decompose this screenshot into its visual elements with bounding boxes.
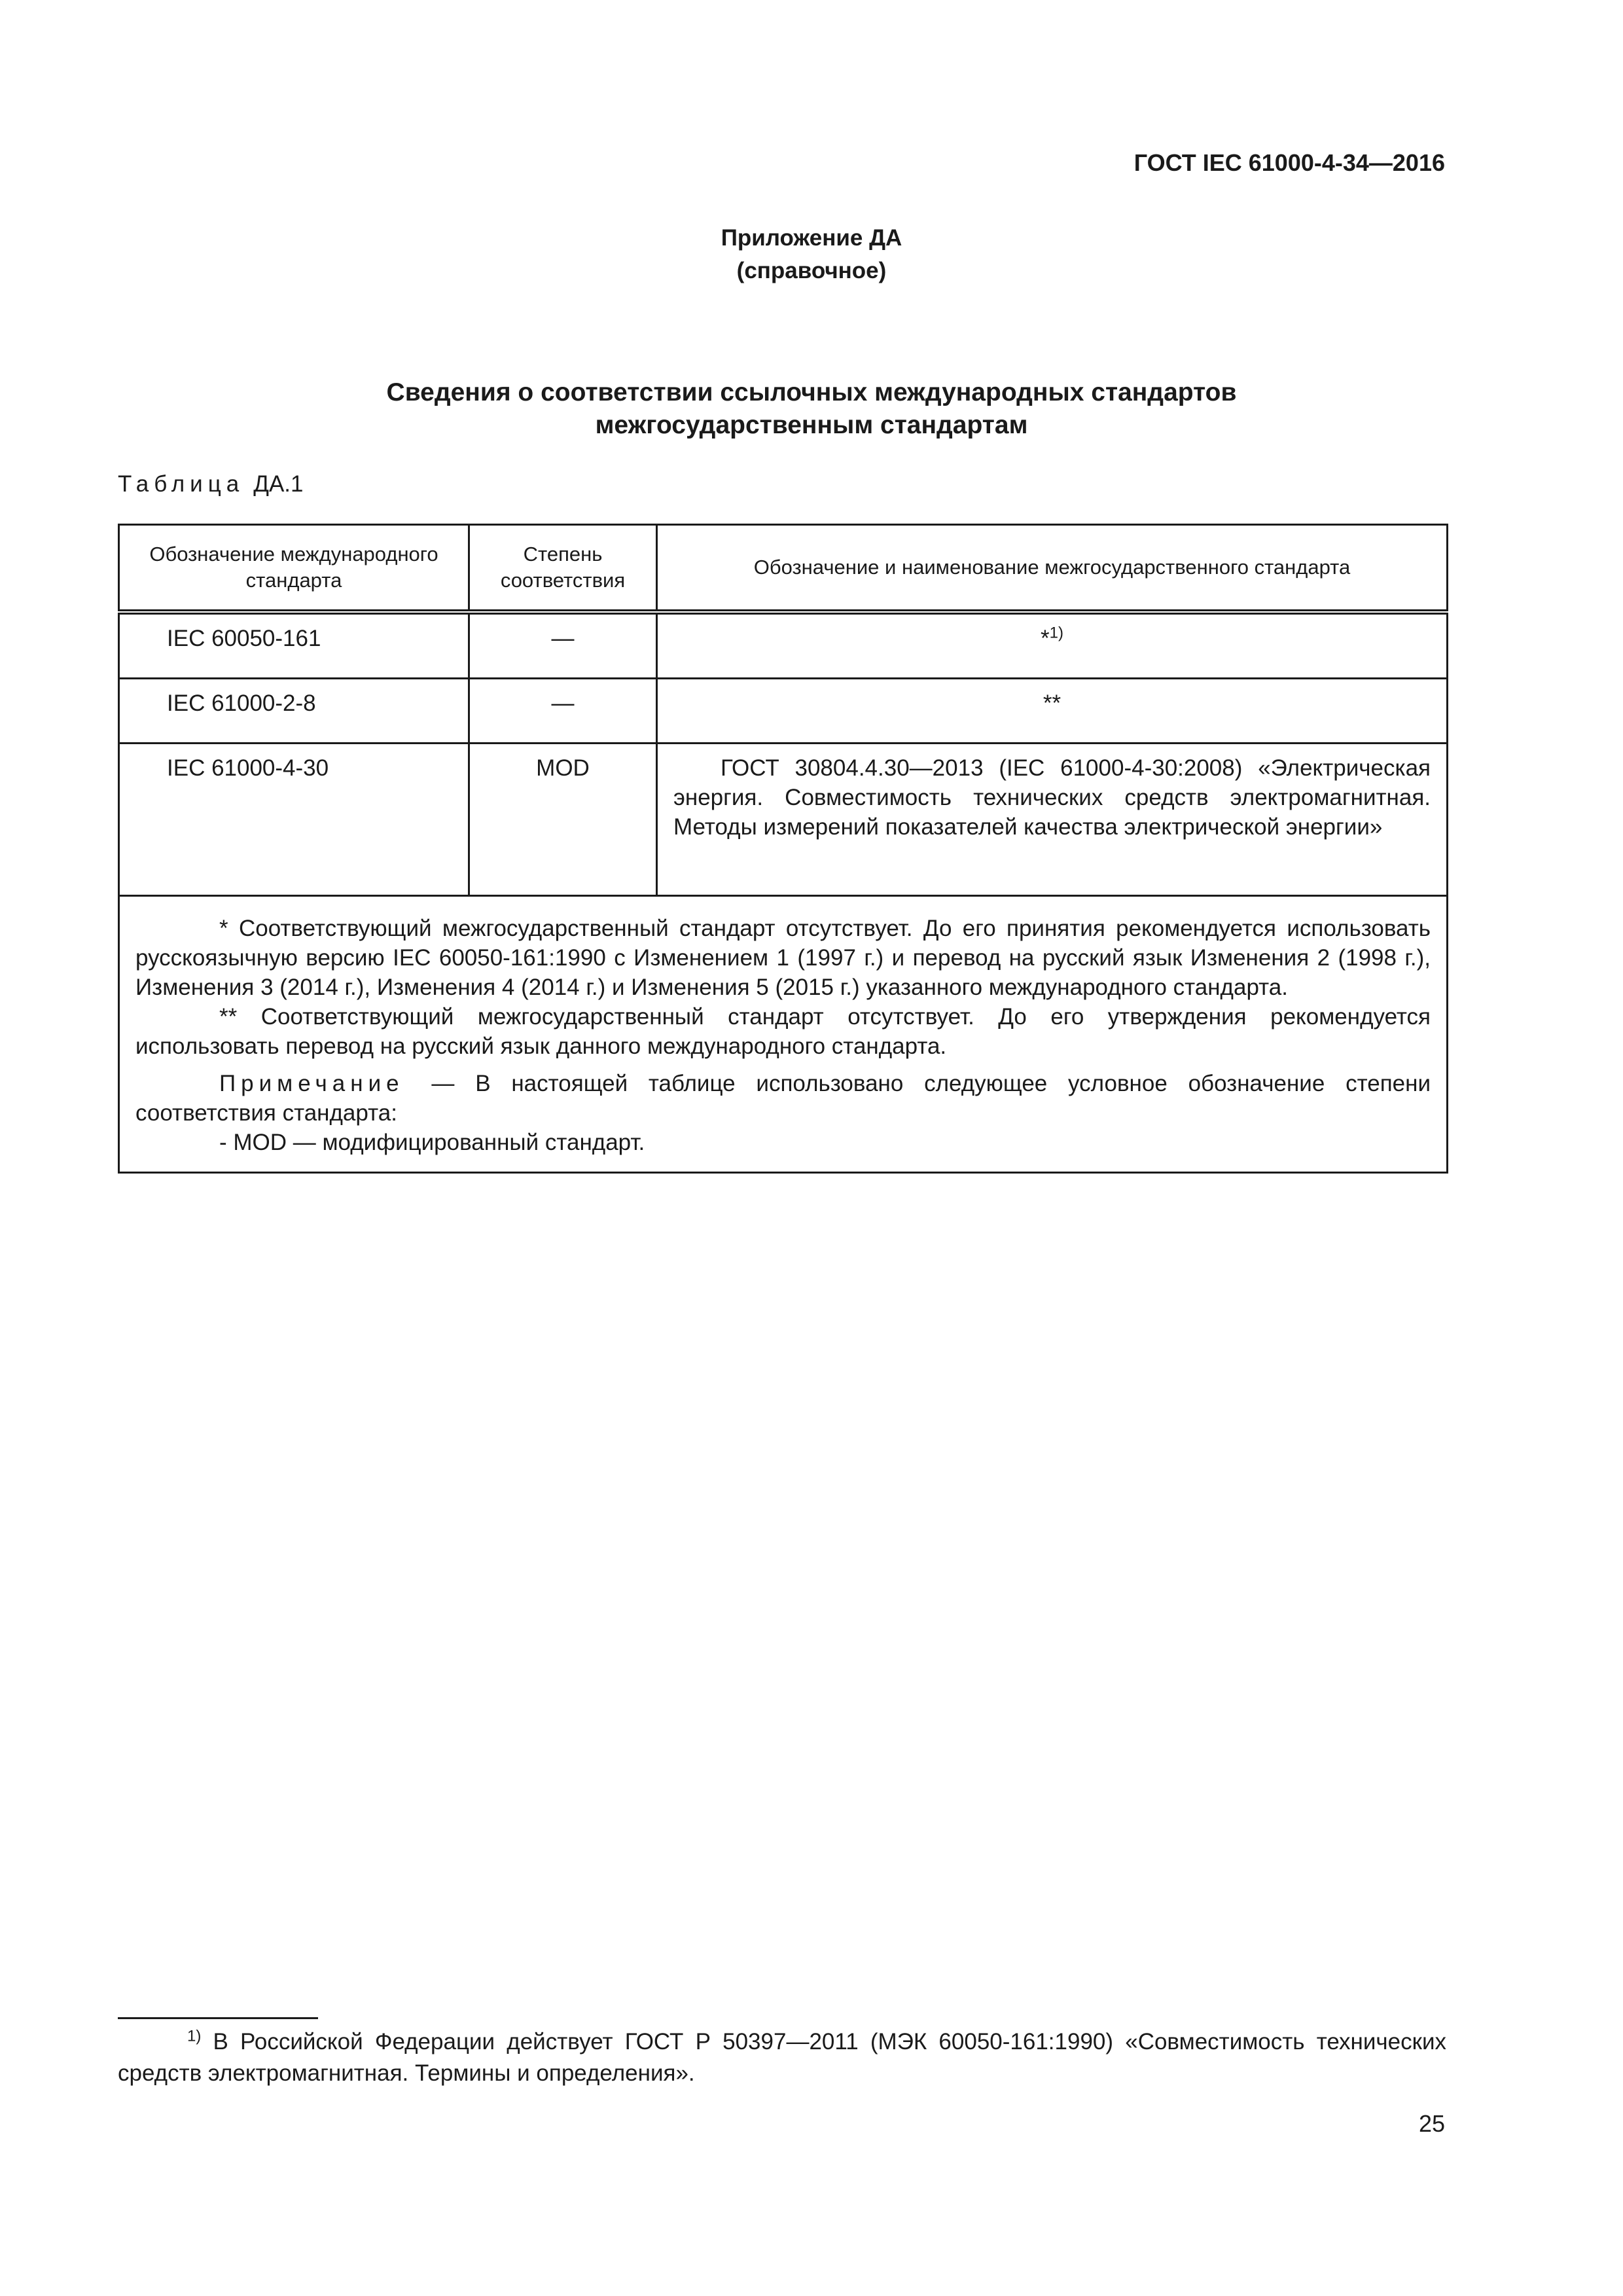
table-notes [119, 896, 1448, 1173]
note-single-asterisk: * Соответствующий межгосударственный стандарт отсутствует. До его принятия рекомендуется использовать русскоязычную версию IEC 60050-161:1990 с Изменением 1 (1997 г.) и перевод на русский язык Изменения 2 (1998 г.), Изменения 3 (2014 г.), Изменения 4 (2014 г.) и Изменения 5 (2015 г.) указанного международного стандарта. [135, 916, 1431, 1000]
header-interstate-standard: Обозначение и наименование межгосударственного стандарта [657, 525, 1448, 613]
note-double-asterisk: ** Соответствующий межгосударственный стандарт отсутствует. До его утверждения рекомендуется использовать перевод на русский язык данного международного стандарта. [135, 1004, 1431, 1059]
correspondence-table [118, 524, 1448, 1174]
appendix-title: Приложение ДА [721, 225, 902, 251]
section-title-line-1: Сведения о соответствии ссылочных международных стандартов [386, 378, 1237, 406]
table-row [119, 679, 1448, 744]
cell-degree: — [469, 612, 657, 679]
note-list-item: - MOD — модифицированный стандарт. [219, 1130, 645, 1155]
footnote-reference: 1) [1049, 624, 1063, 642]
table-notes-row [119, 896, 1448, 1173]
cell-interstate-standard [657, 679, 1448, 744]
document-code-header: ГОСТ IEC 61000-4-34—2016 [1133, 149, 1445, 176]
header-degree-of-correspondence: Степень соответствия [469, 525, 657, 613]
page-number: 25 [1418, 2110, 1445, 2137]
section-title-line-2: межгосударственным стандартам [595, 411, 1028, 439]
footnote-separator [118, 2017, 318, 2019]
cell-international-standard: IEC 61000-2-8 [119, 679, 469, 744]
cell-international-standard: IEC 60050-161 [119, 612, 469, 679]
table-label-number: ДА.1 [253, 471, 304, 497]
footnote-text: В Российской Федерации действует ГОСТ Р 50397—2011 (МЭК 60050-161:1990) «Совместимость технических средств электромагнитная. Термины и определения». [118, 2029, 1446, 2086]
cell-degree: — [469, 679, 657, 744]
note-text: — В настоящей таблице использовано следующее условное обозначение степени соответствия стандарта: [135, 1071, 1431, 1126]
header-international-standard: Обозначение международного стандарта [119, 525, 469, 613]
table-label-word: Таблица [118, 471, 245, 497]
note-paragraph [135, 1069, 1431, 1128]
footnote [118, 2026, 1446, 2089]
cell-interstate-standard [657, 612, 1448, 679]
footnote-marker: 1) [187, 2027, 202, 2045]
table-header-row [119, 525, 1448, 613]
cell-international-standard: IEC 61000-4-30 [119, 744, 469, 896]
cell-degree: MOD [469, 744, 657, 896]
table-label [118, 471, 303, 497]
cell-interstate-standard: ГОСТ 30804.4.30—2013 (IEC 61000-4-30:2008) «Электрическая энергия. Совместимость технических средств электромагнитная. Методы измерений показателей качества электрической энергии» [657, 744, 1448, 896]
table-row [119, 612, 1448, 679]
interstate-marker: ** [1043, 691, 1061, 716]
note-label: Примечание [219, 1071, 404, 1096]
table-row [119, 744, 1448, 896]
interstate-marker: * [1041, 626, 1050, 651]
appendix-type: (справочное) [736, 258, 887, 283]
